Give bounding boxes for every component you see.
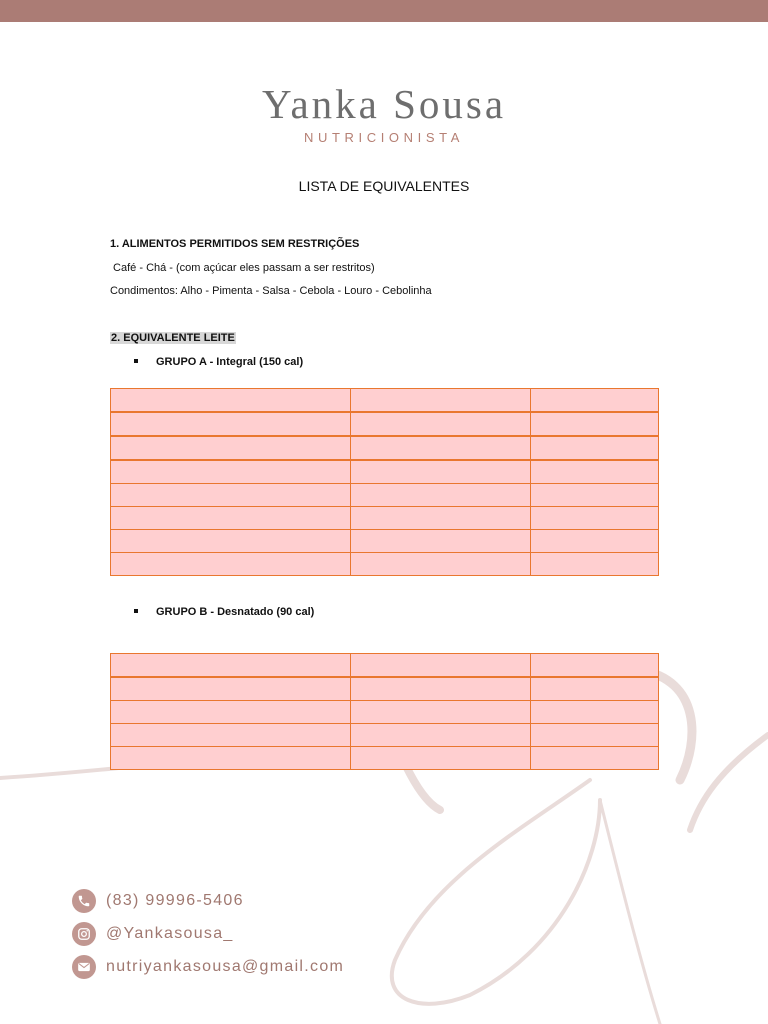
table-cell: [531, 436, 659, 460]
table-cell: [531, 747, 659, 770]
contact-instagram[interactable]: [72, 921, 234, 947]
contact-phone-text: (83) 99996-5406: [106, 892, 244, 909]
header-bar: [0, 0, 768, 22]
group-b-label: GRUPO B - Desnatado (90 cal): [156, 606, 315, 618]
table-row: [111, 507, 659, 530]
table-cell: [531, 389, 659, 413]
table-cell: [531, 484, 659, 507]
table-cell: [531, 530, 659, 553]
table-cell: [111, 460, 351, 484]
table-cell: [351, 553, 531, 576]
table-row: [111, 553, 659, 576]
table-cell: [351, 677, 531, 701]
table-cell: [531, 724, 659, 747]
table-cell: [111, 507, 351, 530]
table-cell: [351, 530, 531, 553]
table-cell: [111, 389, 351, 413]
bullet-icon: [134, 609, 138, 613]
table-row: [111, 677, 659, 701]
table-cell: [351, 436, 531, 460]
contact-email[interactable]: [72, 954, 344, 980]
table-row: [111, 701, 659, 724]
brand-name: Yanka Sousa: [261, 81, 507, 127]
table-cell: [531, 553, 659, 576]
email-icon: [72, 955, 96, 979]
contact-instagram-text: @Yankasousa_: [106, 925, 234, 942]
table-row: [111, 654, 659, 678]
table-row: [111, 412, 659, 436]
table-row: [111, 436, 659, 460]
table-row: [111, 530, 659, 553]
table-cell: [351, 412, 531, 436]
section1-line-condimentos: Condimentos: Alho - Pimenta - Salsa - Cebola - Louro - Cebolinha: [110, 285, 432, 297]
table-cell: [111, 553, 351, 576]
instagram-icon: [72, 922, 96, 946]
table-cell: [351, 460, 531, 484]
table-cell: [531, 507, 659, 530]
table-cell: [351, 747, 531, 770]
table-cell: [351, 484, 531, 507]
section2-heading: [110, 332, 236, 344]
phone-icon: [72, 889, 96, 913]
table-row: [111, 747, 659, 770]
table-cell: [111, 654, 351, 678]
contact-phone[interactable]: [72, 888, 244, 914]
table-row: [111, 484, 659, 507]
table-cell: [351, 701, 531, 724]
group-a-table: [110, 388, 659, 576]
table-cell: [351, 389, 531, 413]
brand-subtitle: NUTRICIONISTA: [304, 130, 464, 145]
table-cell: [111, 747, 351, 770]
table-row: [111, 389, 659, 413]
table-cell: [111, 724, 351, 747]
section2-heading-text: 2. EQUIVALENTE LEITE: [111, 332, 235, 344]
contact-email-text: nutriyankasousa@gmail.com: [106, 958, 345, 975]
document-title: LISTA DE EQUIVALENTES: [298, 178, 470, 194]
table-cell: [111, 530, 351, 553]
table-cell: [351, 654, 531, 678]
bullet-icon: [134, 359, 138, 363]
table-cell: [111, 436, 351, 460]
table-cell: [111, 701, 351, 724]
section1-heading: 1. ALIMENTOS PERMITIDOS SEM RESTRIÇÕES: [110, 238, 360, 250]
group-b-table: [110, 653, 659, 770]
table-cell: [531, 412, 659, 436]
table-cell: [111, 677, 351, 701]
table-cell: [111, 412, 351, 436]
table-cell: [351, 507, 531, 530]
group-a-label: GRUPO A - Integral (150 cal): [156, 356, 304, 368]
table-cell: [111, 484, 351, 507]
table-cell: [351, 724, 531, 747]
section1-line-cafe: Café - Chá - (com açúcar eles passam a ser restritos): [110, 262, 375, 274]
table-row: [111, 724, 659, 747]
table-cell: [531, 654, 659, 678]
table-cell: [531, 701, 659, 724]
table-cell: [531, 460, 659, 484]
table-cell: [531, 677, 659, 701]
table-row: [111, 460, 659, 484]
